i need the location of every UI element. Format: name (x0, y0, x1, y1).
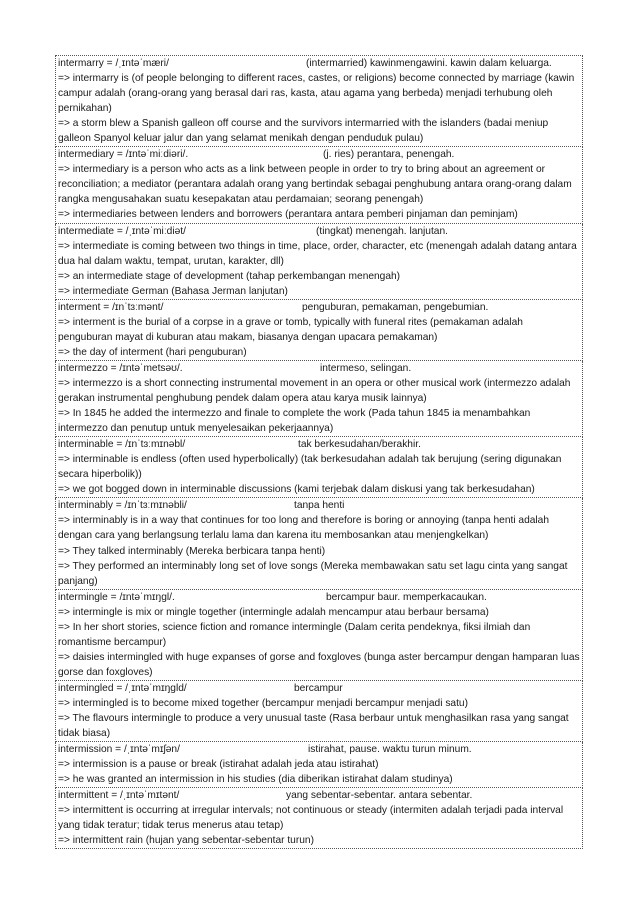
entry-headword: interminably = /ɪnˈtɜːmɪnəbli/ (58, 500, 187, 512)
entry-example-line: => he was granted an intermission in his studies (dia diberikan istirahat dalam studinya) (58, 774, 453, 786)
entry-example-line: => interment is the burial of a corpse in a grave or tomb, typically with funeral rites (pemakaman adalah penguburan mayat di kuburan atau makam, biasanya dengan upacara pemakaman) (58, 316, 523, 343)
entry-header (56, 788, 582, 803)
dictionary-entry (55, 437, 583, 498)
entry-example-line: => In her short stories, science fiction and romance intermingle (Dalam cerita pendeknya, fiksi ilmiah dan romantisme bercampur) (58, 621, 531, 648)
entry-translation: bercampur (294, 682, 343, 694)
entry-headword: intermediate = /ˌɪntəˈmiːdiət/ (58, 225, 186, 237)
entry-headword: intermingle = /ɪntəˈmɪŋgl/. (58, 591, 175, 603)
entry-headword: intermingled = /ˌɪntəˈmɪŋgld/ (58, 682, 187, 694)
entry-example-line: => intermittent is occurring at irregular intervals; not continuous or steady (intermiten adalah terjadi pada interval yang tidak teratur; tidak terus menerus atau tetap) (58, 805, 564, 832)
dictionary-entry (55, 300, 583, 361)
entry-header (56, 742, 582, 757)
entry-header (56, 361, 582, 376)
dictionary-entry (55, 498, 583, 589)
entry-example-line: => In 1845 he added the intermezzo and finale to complete the work (Pada tahun 1845 ia menambahkan intermezzo dan penutup untuk menyelesaikan pekerjaannya) (58, 408, 531, 435)
dictionary-entry (55, 224, 583, 300)
dictionary-entry (55, 590, 583, 681)
entry-example-line: => They performed an interminably long set of love songs (Mereka membawakan satu set lagu cinta yang sangat panjang) (58, 560, 568, 587)
entry-example-line: => interminably is in a way that continues for too long and therefore is boring or annoying (tanpa henti adalah dengan cara yang berlangsung terlalu lama dan karena itu membosankan atau menjengkelkan) (58, 515, 550, 542)
entry-example-line: => we got bogged down in interminable discussions (kami terjebak dalam diskusi yang tak berkesudahan) (58, 484, 535, 496)
entry-example-line: => intermarry is (of people belonging to different races, castes, or religions) become connected by marriage (kawin campur adalah (orang-orang yang berasal dari ras, kasta, atau agama yang berbeda) menjadi terhubung oleh pernikahan) (58, 73, 575, 115)
entry-translation: tak berkesudahan/berakhir. (298, 439, 421, 451)
entry-headword: interminable = /ɪnˈtɜːmɪnəbl/ (58, 439, 186, 451)
entry-headword: intermediary = /ɪntəˈmiːdiəri/. (58, 149, 189, 161)
entry-header (56, 590, 582, 605)
entry-translation: penguburan, pemakaman, pengebumian. (302, 301, 489, 313)
dictionary-entry (55, 147, 583, 223)
entry-translation: (j. ries) perantara, penengah. (323, 149, 455, 161)
dictionary-entry (55, 788, 583, 849)
entry-example-line: => a storm blew a Spanish galleon off course and the survivors intermarried with the islanders (badai meniup galleon Spanyol keluar jalur dan yang selamat menikah dengan penduduk pulau) (58, 118, 549, 145)
entry-example-line: => daisies intermingled with huge expanses of gorse and foxgloves (bunga aster bercampur dengan hamparan luas gorse dan foxgloves) (58, 651, 580, 678)
entry-translation: yang sebentar-sebentar. antara sebentar. (286, 790, 473, 802)
entry-example-line: => an intermediate stage of development (tahap perkembangan menengah) (58, 270, 401, 282)
entry-header (56, 437, 582, 452)
entry-translation: tanpa henti (294, 500, 345, 512)
entry-example-line: => intermission is a pause or break (istirahat adalah jeda atau istirahat) (58, 759, 379, 771)
entry-translation: (intermarried) kawinmengawini. kawin dalam keluarga. (306, 58, 552, 69)
entry-example-line: => The flavours intermingle to produce a very unusual taste (Rasa berbaur untuk menghasilkan rasa yang sangat tidak biasa) (58, 713, 569, 740)
entry-headword: intermittent = /ˌɪntəˈmɪtənt/ (58, 790, 180, 802)
entry-headword: intermezzo = /ɪntəˈmetsəʊ/. (58, 362, 183, 374)
entry-header (56, 224, 582, 239)
entry-example-line: => the day of interment (hari penguburan) (58, 346, 247, 358)
entry-example-line: => intermediate is coming between two things in time, place, order, character, etc (menengah adalah datang antara dua hal dalam waktu, tempat, urutan, karakter, dll) (58, 240, 577, 267)
dictionary-entry (55, 55, 583, 147)
entry-header (56, 300, 582, 315)
entry-header (56, 147, 582, 162)
entry-example-line: => intermediaries between lenders and borrowers (perantara antara pemberi pinjaman dan peminjam) (58, 209, 518, 221)
entry-header (56, 498, 582, 513)
dictionary-entry (55, 742, 583, 788)
entry-translation: istirahat, pause. waktu turun minum. (308, 744, 472, 756)
entry-translation: bercampur baur. memperkacaukan. (326, 591, 487, 603)
entry-example-line: => intermittent rain (hujan yang sebentar-sebentar turun) (58, 835, 314, 847)
entry-example-line: => intermingled is to become mixed together (bercampur menjadi bercampur menjadi satu) (58, 697, 468, 709)
entry-example-line: => They talked interminably (Mereka berbicara tanpa henti) (58, 545, 326, 557)
entry-example-line: => intermediary is a person who acts as a link between people in order to try to bring about an agreement or reconciliation; a mediator (perantara adalah orang yang bertindak sebagai penghubung antara orang-orang dalam rangka mengusahakan suatu kesepakatan atau perdamaian; seorang penengah) (58, 164, 572, 206)
entry-header (56, 681, 582, 696)
dictionary-entry (55, 361, 583, 437)
entry-headword: intermission = /ˌɪntəˈmɪʃən/ (58, 744, 180, 756)
entry-example-line: => interminable is endless (often used hyperbolically) (tak berkesudahan adalah tak berujung (sering digunakan secara hiperbolik)) (58, 454, 562, 481)
entry-example-line: => intermediate German (Bahasa Jerman lanjutan) (58, 285, 288, 297)
entry-headword: interment = /ɪnˈtɜːmənt/ (58, 301, 164, 313)
entry-header (56, 56, 582, 71)
entry-example-line: => intermingle is mix or mingle together (intermingle adalah mencampur atau berbaur bersama) (58, 606, 489, 618)
entry-translation: (tingkat) menengah. lanjutan. (316, 225, 448, 237)
entry-headword: intermarry = /ˌɪntəˈmæri/ (58, 58, 169, 69)
dictionary-entry (55, 681, 583, 742)
entry-translation: intermeso, selingan. (320, 362, 412, 374)
dictionary-document (55, 55, 583, 849)
entry-example-line: => intermezzo is a short connecting instrumental movement in an opera or other musical work (intermezzo adalah gerakan instrumental penghubung pendek dalam opera atau karya musik lainnya) (58, 377, 571, 405)
